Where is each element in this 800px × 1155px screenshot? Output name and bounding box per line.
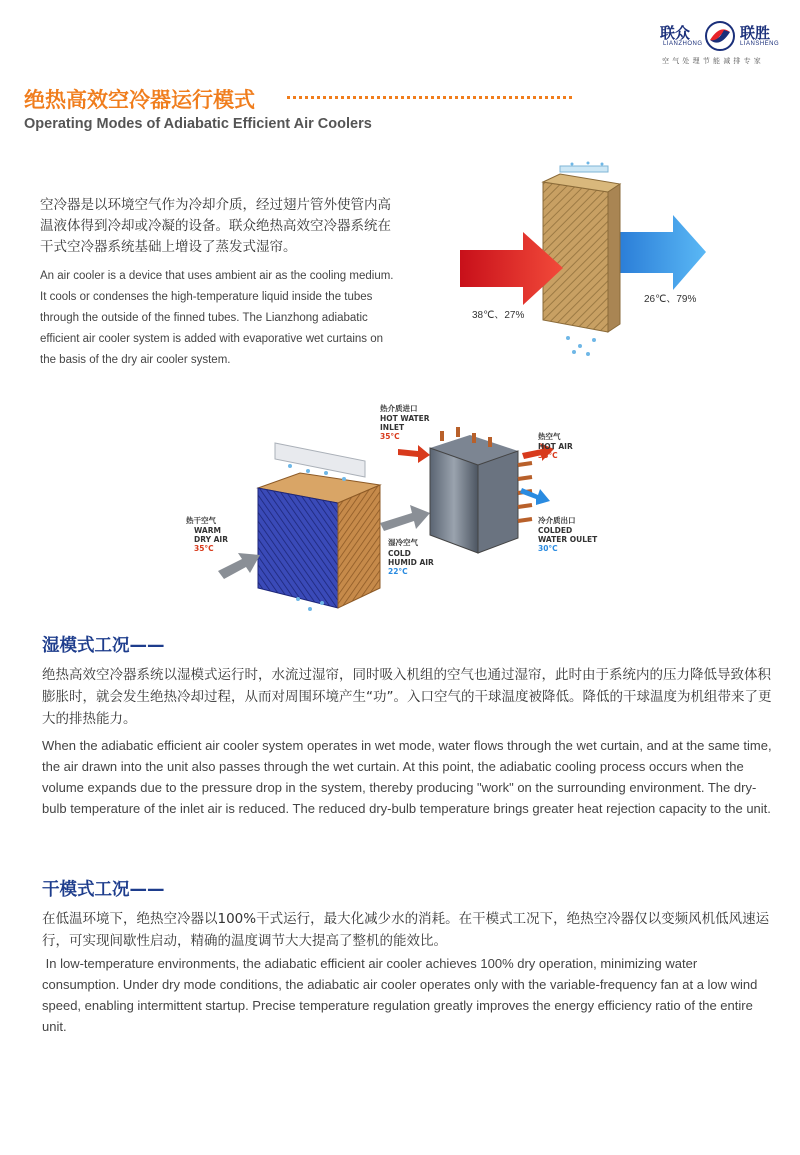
- outlet-condition-label: 26℃、79%: [644, 294, 697, 305]
- logo-emblem-icon: [704, 20, 736, 52]
- cold-humid-air-label-cn: 湿冷空气: [388, 538, 418, 547]
- page-subtitle: Operating Modes of Adiabatic Efficient Air Coolers: [24, 116, 372, 132]
- cold-humid-air-label-en2: HUMID AIR: [388, 558, 434, 567]
- logo-brand-right: 联胜: [740, 24, 771, 42]
- wet-pad-icon: [543, 174, 620, 332]
- colded-water-outlet-label-cn: 冷介质出口: [538, 516, 576, 525]
- evaporative-pad-figure: [448, 160, 718, 360]
- logo-tagline: 空气处理节能减排专家: [662, 57, 764, 65]
- warm-dry-air-label-en2: DRY AIR: [194, 535, 229, 544]
- intro-text-cn: 空冷器是以环境空气作为冷却介质，经过翅片管外使管内高温液体得到冷却或冷凝的设备。联众绝热高效空冷器系统在干式空冷器系统基础上增设了蒸发式湿帘。: [40, 197, 391, 255]
- inlet-condition-label: 38℃、27%: [472, 310, 525, 321]
- dry-mode-heading: 干模式工况——: [42, 880, 165, 900]
- water-spray-pipe: [560, 166, 608, 172]
- wet-mode-text-en: When the adiabatic efficient air cooler system operates in wet mode, water flows through the wet curtain, and at the same time, the air drawn into the unit also passes through the wet curtain. At this point, the adiabatic cooling process occurs when the volume expands due to the pressure drop in the system, thereby producing "work" on the surrounding environment. The dry-bulb temperature of the inlet air is reduced. The reduced dry-bulb temperature brings greater heat rejection capacity to the unit.: [42, 738, 772, 816]
- warm-dry-air-temp: 35°C: [194, 544, 214, 553]
- intro-text-en: An air cooler is a device that uses ambient air as the cooling medium. It cools or condenses the high-temperature liquid inside the tubes through the outside of the finned tubes. The Lianzhong adiabatic efficient air cooler system is added with evaporative wet curtains on the basis of the dry air cooler system.: [40, 270, 394, 366]
- logo-brand-right-en: LIANSHENG: [740, 41, 780, 47]
- hot-water-inlet-label-cn: 热介质进口: [380, 404, 418, 413]
- dry-mode-text-cn: 在低温环境下，绝热空冷器以100%干式运行，最大化减少水的消耗。在干模式工况下，绝热空冷器仅以变频风机低风速运行，可实现间歇性启动，精确的温度调节大大提高了整机的能效比。: [42, 911, 770, 949]
- finned-coil-icon: [430, 427, 532, 553]
- wet-mode-heading: 湿模式工况——: [42, 636, 165, 656]
- warm-dry-air-label-en1: WARM: [194, 526, 221, 535]
- colded-water-outlet-label-en1: COLDED: [538, 526, 573, 535]
- page-title: 绝热高效空冷器运行模式: [24, 88, 255, 112]
- dry-mode-text-en: In low-temperature environments, the adiabatic efficient air cooler achieves 100% dry operation, minimizing water consumption. Under dry mode conditions, the adiabatic air cooler operates only with the variable-frequency fan at a low wind speed, enabling intermittent startup. Precise temperature regulation greatly improves the energy efficiency ratio of the entire unit.: [42, 956, 762, 1034]
- hot-water-inlet-temp: 35°C: [380, 432, 400, 441]
- adiabatic-system-figure: [180, 393, 620, 618]
- inlet-air-arrow-icon: [218, 553, 260, 579]
- hot-water-inlet-label-en2: INLET: [380, 423, 405, 432]
- cold-humid-air-label-en1: COLD: [388, 549, 411, 558]
- hot-air-temp: 33°C: [538, 451, 558, 460]
- hot-air-label-cn: 热空气: [538, 432, 561, 441]
- colded-water-outlet-label-en2: WATER OULET: [538, 535, 598, 544]
- company-logo: [660, 20, 790, 70]
- hot-air-label-en: HOT AIR: [538, 442, 573, 451]
- hot-water-inlet-arrow-icon: [398, 445, 430, 463]
- wet-curtain-icon: [258, 473, 380, 608]
- title-dotted-rule: [287, 96, 572, 99]
- spray-pipe-icon: [275, 443, 365, 477]
- cold-water-out-arrow-icon: [520, 488, 550, 505]
- wet-mode-text-cn: 绝热高效空冷器系统以湿模式运行时，水流过湿帘，同时吸入机组的空气也通过湿帘，此时由于系统内的压力降低导致体积膨胀时，就会发生绝热冷却过程，从而对周围环境产生“功”。入口空气的干球温度被降低。降低的干球温度为机组带来了更大的排热能力。: [42, 667, 772, 727]
- colded-water-outlet-temp: 30°C: [538, 544, 558, 553]
- warm-dry-air-label-cn: 热干空气: [186, 516, 216, 525]
- transfer-air-arrow-icon: [380, 505, 430, 531]
- cold-humid-air-temp: 22°C: [388, 567, 408, 576]
- logo-brand-left: 联众: [660, 24, 691, 42]
- hot-water-inlet-label-en1: HOT WATER: [380, 414, 430, 423]
- logo-brand-left-en: LIANZHONG: [663, 41, 703, 47]
